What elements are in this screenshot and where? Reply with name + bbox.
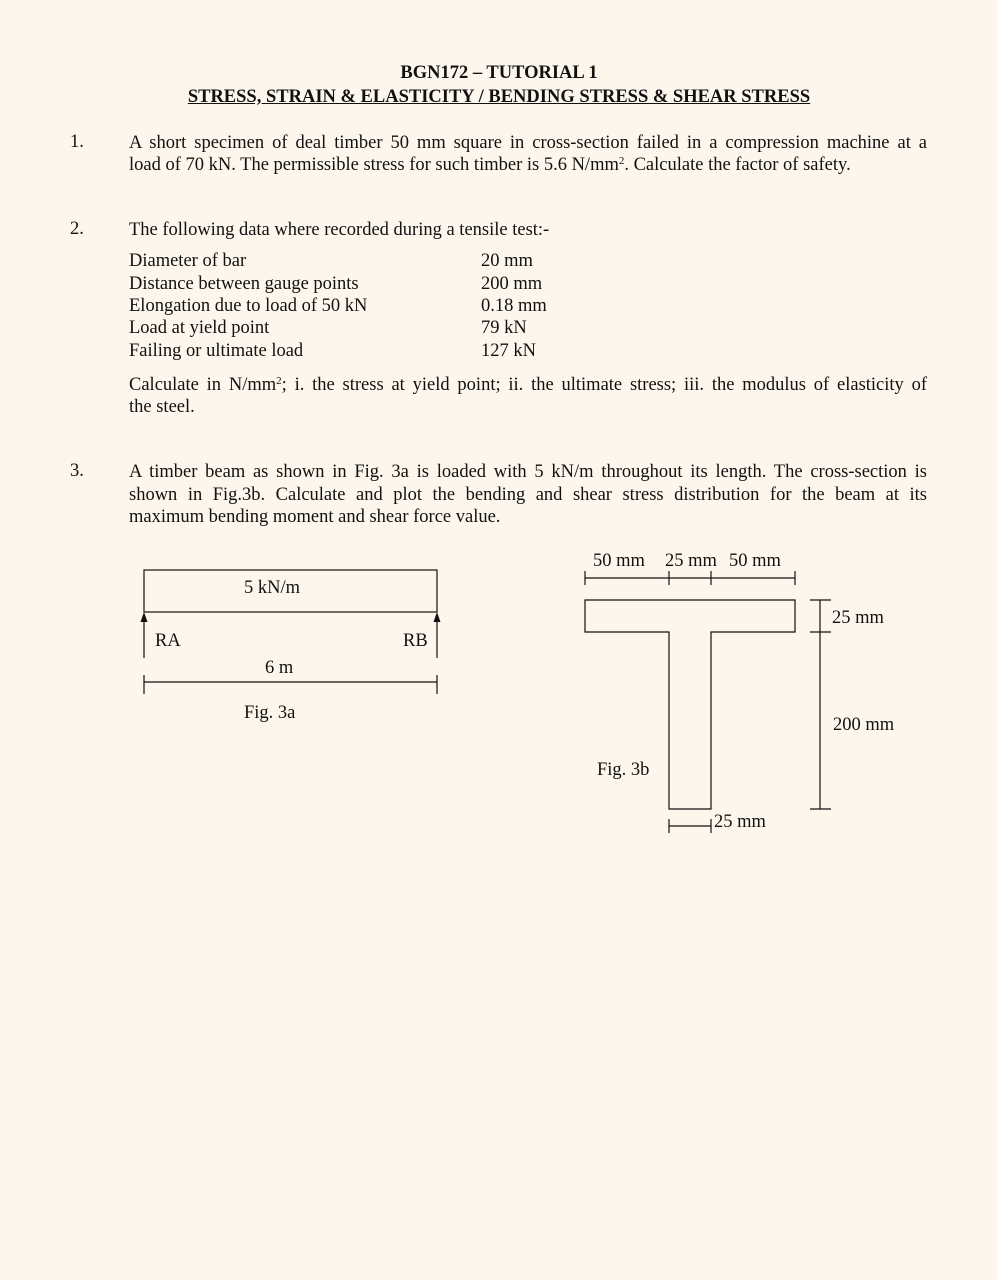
reaction-label-right: RB: [403, 631, 428, 651]
superscript: 2: [618, 155, 625, 167]
question-3-number: 3.: [70, 461, 84, 481]
data-row-label: Load at yield point: [129, 318, 270, 338]
question-3-line-2: shown in Fig.3b. Calculate and plot the bending and shear stress distribution for the beam at its: [129, 485, 927, 505]
question-3-line-1: A timber beam as shown in Fig. 3a is loaded with 5 kN/m throughout its length. The cross-section is: [129, 462, 927, 482]
dimension-label-web-height: 200 mm: [833, 715, 895, 735]
dimension-label-flange-right: 50 mm: [729, 551, 781, 571]
superscript: 2: [276, 375, 282, 387]
data-row-label: Failing or ultimate load: [129, 341, 304, 361]
reaction-label-left: RA: [155, 631, 181, 651]
data-row-value: 200 mm: [481, 274, 543, 294]
arrow-head-right: [434, 612, 441, 622]
udl-load-label: 5 kN/m: [244, 578, 301, 598]
data-row-value: 20 mm: [481, 251, 533, 271]
figure-3b-caption: Fig. 3b: [597, 760, 650, 780]
span-label: 6 m: [265, 658, 294, 678]
dimension-label-flange-depth: 25 mm: [832, 608, 884, 628]
data-row-label: Distance between gauge points: [129, 274, 359, 294]
page-subtitle: STRESS, STRAIN & ELASTICITY / BENDING STRESS & SHEAR STRESS: [187, 87, 811, 107]
question-2-calc-line-2: the steel.: [129, 397, 195, 417]
question-1-text-end: . Calculate the factor of safety.: [624, 155, 851, 175]
data-row-label: Diameter of bar: [129, 251, 247, 271]
dimension-label-flange-left: 50 mm: [593, 551, 645, 571]
question-2-intro: The following data where recorded during a tensile test:-: [129, 220, 550, 240]
question-2-number: 2.: [70, 219, 84, 239]
data-row-value: 0.18 mm: [481, 296, 547, 316]
data-row-label: Elongation due to load of 50 kN: [129, 296, 368, 316]
question-2-calc-text-end: ; i. the stress at yield point; ii. the ultimate stress; iii. the modulus of elasticity of: [281, 375, 927, 395]
dimension-label-web-width: 25 mm: [714, 812, 766, 832]
question-2-calc-text: Calculate in N/mm: [129, 375, 277, 395]
figure-3a-caption: Fig. 3a: [244, 703, 296, 723]
question-1-number: 1.: [70, 132, 84, 152]
question-3-line-3: maximum bending moment and shear force value.: [129, 507, 501, 527]
arrow-head-left: [141, 612, 148, 622]
question-1-text: load of 70 kN. The permissible stress for such timber is 5.6 N/mm: [129, 155, 619, 175]
dimension-label-web-top: 25 mm: [665, 551, 717, 571]
page-title: BGN172 – TUTORIAL 1: [400, 63, 598, 83]
question-1-line-1: A short specimen of deal timber 50 mm square in cross-section failed in a compression machine at a: [129, 133, 927, 153]
data-row-value: 127 kN: [481, 341, 536, 361]
data-row-value: 79 kN: [481, 318, 527, 338]
